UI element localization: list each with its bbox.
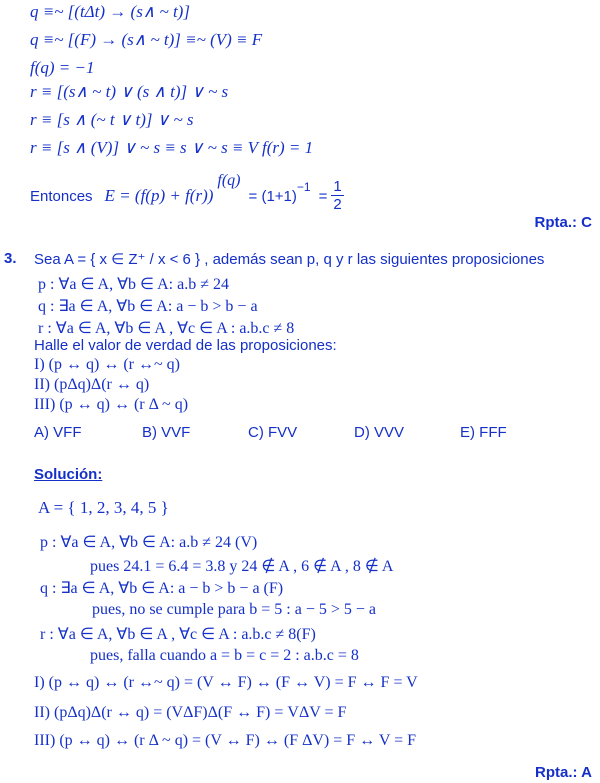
prev-line-6: r ≡ [s ∧ (V)] ∨ ~ s ≡ s ∨ ~ s ≡ V f(r) = 1 [30, 138, 314, 157]
solution-q: q : ∃a ∈ A, ∀b ∈ A: a − b > b − a (F) [40, 580, 284, 597]
entonces-label: Entonces [30, 188, 93, 206]
question-item-ii: II) (pΔq)Δ(r ↔ q) [34, 376, 150, 393]
option-e: E) FFF [460, 424, 507, 441]
solution-r-reason: pues, falla cuando a = b = c = 2 : a.b.c = 8 [90, 647, 359, 664]
question-number: 3. [4, 250, 17, 267]
option-a: A) VFF [34, 424, 82, 441]
fraction-numerator: 1 [333, 178, 342, 195]
solution-set: A = { 1, 2, 3, 4, 5 } [38, 498, 169, 517]
question-statement: Sea A = { x ∈ Z⁺ / x < 6 } , además sean p, q y r las siguientes proposiciones [34, 251, 545, 268]
prev-line-2: q ≡~ [(F) → (s∧ ~ t)] ≡~ (V) ≡ F [30, 30, 263, 49]
entonces-equals: = (1+1) [248, 188, 297, 206]
solution-ii: II) (pΔq)Δ(r ↔ q) = (VΔF)Δ(F ↔ F) = VΔV = F [34, 704, 347, 721]
solution-title: Solución: [34, 466, 103, 483]
prev-line-3: f(q) = −1 [30, 58, 95, 77]
fraction [331, 178, 343, 213]
question-item-i: I) (p ↔ q) ↔ (r ↔~ q) [34, 356, 180, 373]
solution-i: I) (p ↔ q) ↔ (r ↔~ q) = (V ↔ F) ↔ (F ↔ V) = F ↔ F = V [34, 674, 418, 691]
entonces-line [30, 166, 344, 213]
prev-line-4: r ≡ [(s∧ ~ t) ∨ (s ∧ t)] ∨ ~ s [30, 82, 229, 101]
prev-line-5: r ≡ [s ∧ (~ t ∨ t)] ∨ ~ s [30, 110, 194, 129]
option-d: D) VVV [354, 424, 405, 441]
solution-r: r : ∀a ∈ A, ∀b ∈ A , ∀c ∈ A : a.b.c ≠ 8(F) [40, 626, 316, 643]
entonces-exponent: f(q) [217, 172, 241, 190]
fraction-denominator: 2 [333, 196, 342, 213]
prev-line-1: q ≡~ [(tΔt) → (s∧ ~ t)] [30, 2, 190, 21]
solution-p: p : ∀a ∈ A, ∀b ∈ A: a.b ≠ 24 (V) [40, 534, 258, 551]
answer-solution: Rpta.: A [535, 764, 592, 781]
answer-prev: Rpta.: C [534, 214, 592, 231]
solution-p-reason: pues 24.1 = 6.4 = 3.8 y 24 ∉ A , 6 ∉ A , 8 ∉ A [90, 558, 394, 575]
question-item-iii: III) (p ↔ q) ↔ (r Δ ~ q) [34, 396, 189, 413]
solution-iii: III) (p ↔ q) ↔ (r Δ ~ q) = (V ↔ F) ↔ (F ΔV) = F ↔ V = F [34, 732, 417, 749]
option-b: B) VVF [142, 424, 191, 441]
entonces-equals-2: = [318, 188, 328, 206]
solution-q-reason: pues, no se cumple para b = 5 : a − 5 > 5 − a [92, 601, 377, 618]
entonces-expression: E = (f(p) + f(r)) [104, 186, 214, 206]
proposition-r: r : ∀a ∈ A, ∀b ∈ A , ∀c ∈ A : a.b.c ≠ 8 [38, 320, 295, 337]
question-prompt: Halle el valor de verdad de las proposiciones: [34, 337, 337, 354]
proposition-p: p : ∀a ∈ A, ∀b ∈ A: a.b ≠ 24 [38, 276, 229, 293]
entonces-power: −1 [296, 180, 311, 195]
option-c: C) FVV [248, 424, 298, 441]
proposition-q: q : ∃a ∈ A, ∀b ∈ A: a − b > b − a [38, 298, 258, 315]
